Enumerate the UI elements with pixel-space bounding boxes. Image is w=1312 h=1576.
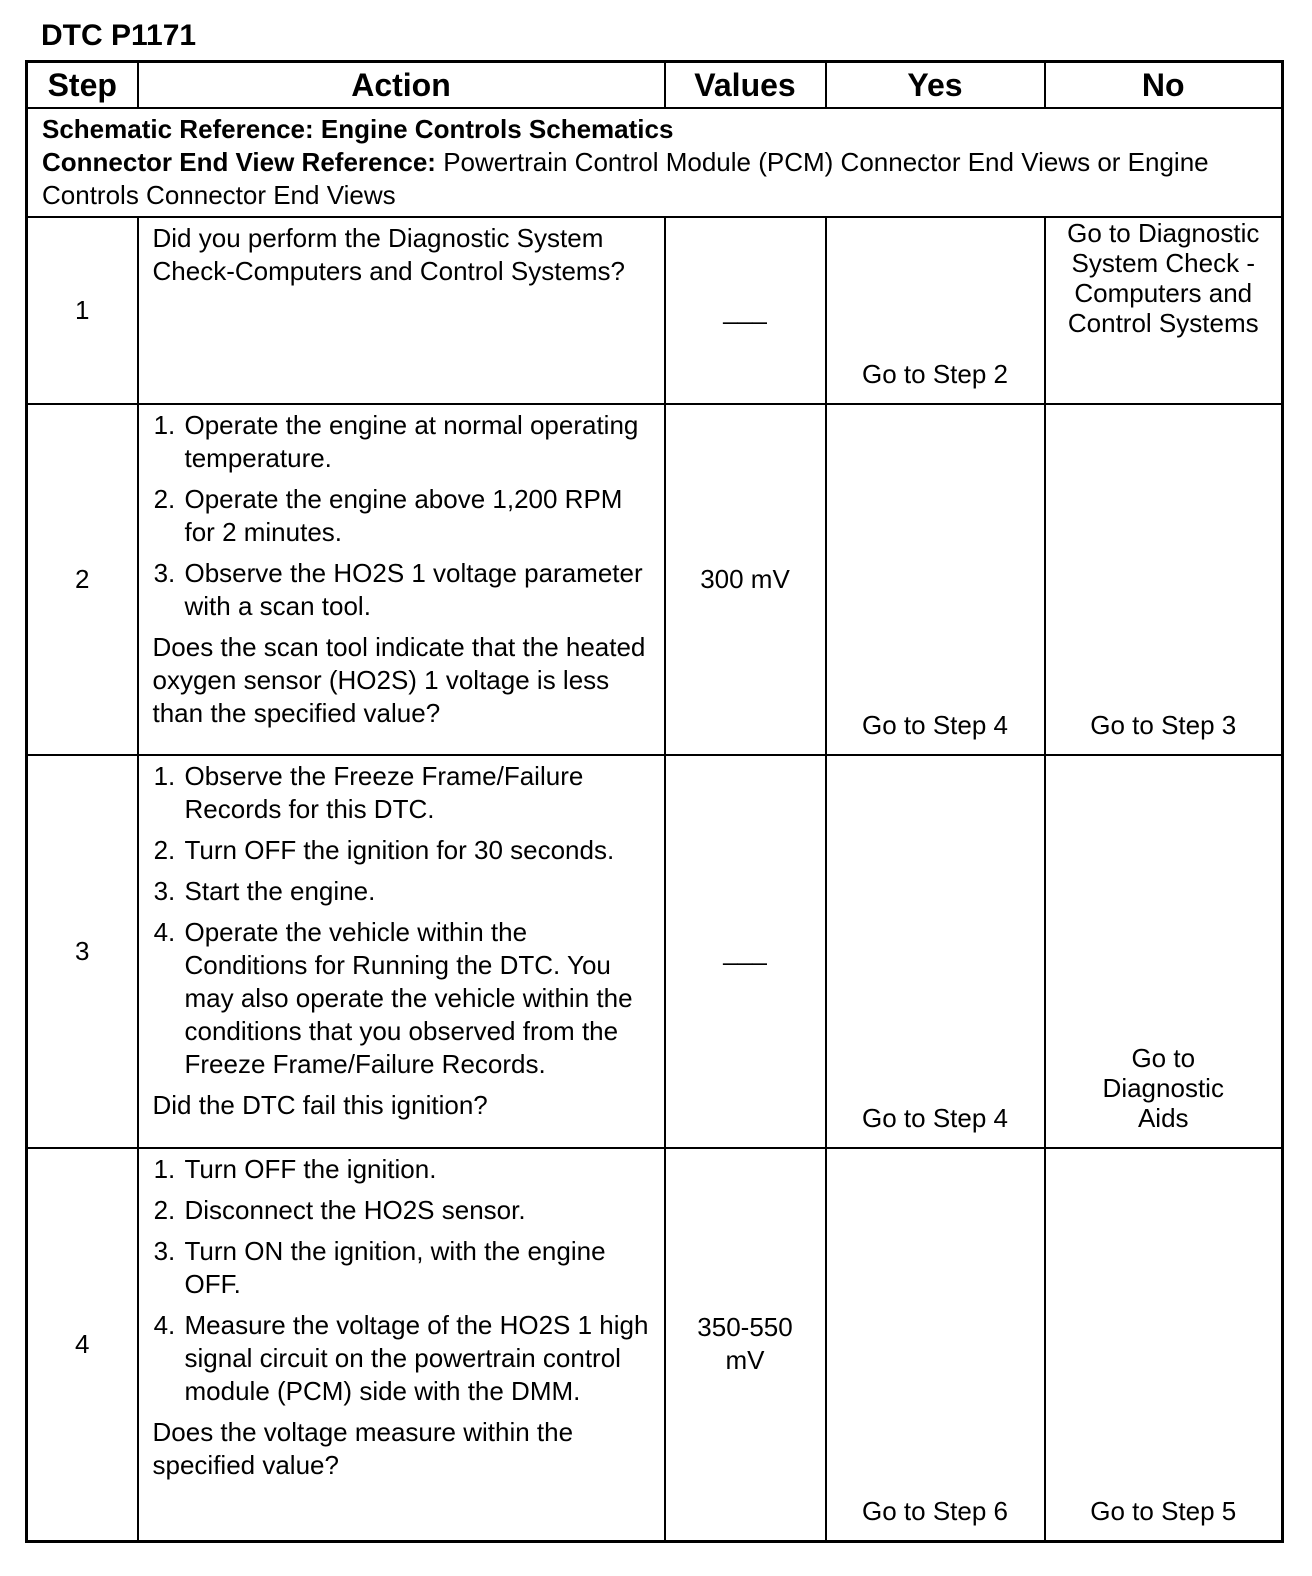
action-step: 1. Operate the engine at normal operating temperature. bbox=[183, 409, 654, 475]
action-step: 4. Operate the vehicle within the Conditions for Running the DTC. You may also operate the vehicle within the conditions that you observed from the Freeze Frame/Failure Records. bbox=[183, 916, 654, 1081]
action-step: 3. Observe the HO2S 1 voltage parameter with a scan tool. bbox=[183, 557, 654, 623]
yes-cell: Go to Step 4 bbox=[826, 755, 1045, 1148]
action-steps-list bbox=[153, 760, 654, 1081]
step-number: 2 bbox=[27, 404, 138, 755]
step-number: 4 bbox=[27, 1148, 138, 1541]
header-yes: Yes bbox=[826, 62, 1045, 109]
no-cell: Go to Step 5 bbox=[1045, 1148, 1283, 1541]
action-step: 3. Start the engine. bbox=[183, 875, 654, 908]
header-action: Action bbox=[138, 62, 665, 109]
action-steps-list bbox=[153, 1153, 654, 1408]
action-cell bbox=[138, 217, 665, 404]
no-cell: Go to Step 3 bbox=[1045, 404, 1283, 755]
table-row bbox=[27, 404, 1283, 755]
reference-row bbox=[27, 108, 1283, 217]
action-step: 1. Turn OFF the ignition. bbox=[183, 1153, 654, 1186]
step-number: 3 bbox=[27, 755, 138, 1148]
header-no: No bbox=[1045, 62, 1283, 109]
table-row bbox=[27, 1148, 1283, 1541]
diagnostic-table bbox=[25, 60, 1284, 1543]
no-cell: Go to Diagnostic Aids bbox=[1045, 755, 1283, 1148]
action-cell bbox=[138, 755, 665, 1148]
action-cell bbox=[138, 1148, 665, 1541]
yes-cell: Go to Step 6 bbox=[826, 1148, 1045, 1541]
action-step: 2. Disconnect the HO2S sensor. bbox=[183, 1194, 654, 1227]
values-cell: 350-550 mV bbox=[665, 1148, 826, 1541]
values-cell: 300 mV bbox=[665, 404, 826, 755]
table-row bbox=[27, 217, 1283, 404]
yes-cell: Go to Step 4 bbox=[826, 404, 1045, 755]
connector-reference-label: Connector End View Reference: bbox=[42, 147, 436, 177]
action-step: 1. Observe the Freeze Frame/Failure Records for this DTC. bbox=[183, 760, 654, 826]
action-steps-list bbox=[153, 409, 654, 623]
values-cell: ___ bbox=[665, 217, 826, 404]
action-step: 4. Measure the voltage of the HO2S 1 high signal circuit on the powertrain control module (PCM) side with the DMM. bbox=[183, 1309, 654, 1408]
header-row bbox=[27, 62, 1283, 109]
schematic-reference: Schematic Reference: Engine Controls Schematics bbox=[42, 114, 674, 144]
page-title: DTC P1171 bbox=[41, 19, 197, 52]
action-lead: Did you perform the Diagnostic System Check-Computers and Control Systems? bbox=[152, 223, 626, 286]
action-step: 3. Turn ON the ignition, with the engine OFF. bbox=[183, 1235, 654, 1301]
reference-cell bbox=[27, 108, 1283, 217]
action-question: Did the DTC fail this ignition? bbox=[152, 1090, 488, 1120]
action-step: 2. Operate the engine above 1,200 RPM for 2 minutes. bbox=[183, 483, 654, 549]
action-question: Does the voltage measure within the specified value? bbox=[152, 1417, 574, 1480]
no-cell: Go to Diagnostic System Check - Computers and Control Systems bbox=[1045, 217, 1283, 404]
action-step: 2. Turn OFF the ignition for 30 seconds. bbox=[183, 834, 654, 867]
yes-cell: Go to Step 2 bbox=[826, 217, 1045, 404]
step-number: 1 bbox=[27, 217, 138, 404]
header-step: Step bbox=[27, 62, 138, 109]
values-cell: ___ bbox=[665, 755, 826, 1148]
header-values: Values bbox=[665, 62, 826, 109]
connector-reference-text: Powertrain Control Module (PCM) Connector End Views or Engine Controls Connector End Views bbox=[42, 147, 1209, 210]
table-row bbox=[27, 755, 1283, 1148]
action-cell bbox=[138, 404, 665, 755]
action-question: Does the scan tool indicate that the heated oxygen sensor (HO2S) 1 voltage is less than the specified value? bbox=[152, 632, 646, 728]
